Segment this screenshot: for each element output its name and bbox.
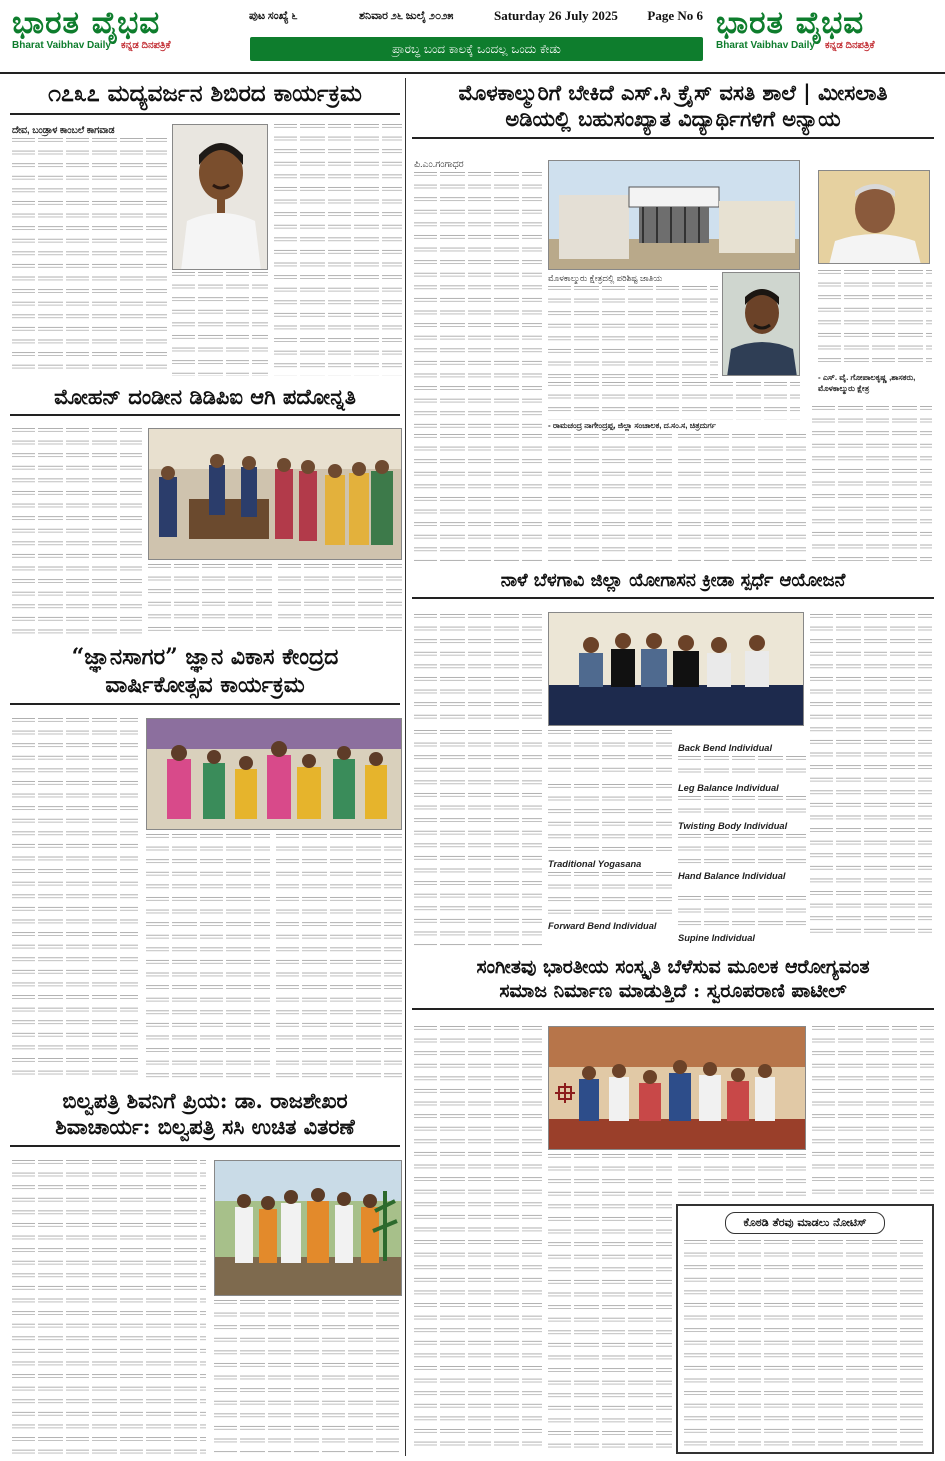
brand-subtitle-kn: ಕನ್ನಡ ದಿನಪತ್ರಿಕೆ bbox=[120, 40, 171, 51]
headline-a6-line2: ಸಮಾಜ ನಿರ್ಮಾಣ ಮಾಡುತ್ತಿದೆ : ಸ್ವರೂಪರಾಣಿ ಪಾಟೀಲ್ bbox=[499, 979, 847, 1002]
headline-a4: ನಾಳೆ ಬೆಳಗಾವಿ ಜಿಲ್ಲಾ ಯೋಗಾಸನ ಕ್ರೀಡಾ ಸ್ಪರ್ಧೆ ಆಯೋಜನೆ bbox=[412, 570, 934, 599]
body-a7-col1 bbox=[12, 1160, 206, 1454]
headline-a2 bbox=[412, 80, 934, 139]
headline-a3: ಮೋಹನ್ ದಂಡೀನ ಡಿಡಿಪಿಐ ಆಗಿ ಪದೋನ್ನತಿ bbox=[10, 384, 400, 416]
headline-a7-line1: ಬಿಲ್ವಪತ್ರಿ ಶಿವನಿಗೆ ಪ್ರಿಯ: ಡಾ. ರಾಜಶೇಖರ bbox=[62, 1088, 348, 1113]
body-a4-right bbox=[810, 614, 932, 934]
photo-sapling-distribution-a7 bbox=[214, 1160, 402, 1296]
yoga-event-twisting: Twisting Body Individual bbox=[678, 821, 788, 831]
brand-title-right: ಭಾರತ ವೈಭವ bbox=[716, 5, 865, 41]
body-a5-col3 bbox=[276, 834, 402, 1080]
headline-a2-line2: ಅಡಿಯಲ್ಲಿ ಬಹುಸಂಖ್ಯಾತ ವಿದ್ಯಾರ್ಥಿಗಳಿಗೆ ಅನ್ಯಾಯ bbox=[505, 106, 841, 132]
column-rule bbox=[405, 78, 406, 1456]
body-a2-bottom3 bbox=[678, 434, 806, 562]
photo-music-event-a6 bbox=[548, 1026, 806, 1150]
brand-logo-right bbox=[716, 4, 945, 68]
photo-mla-a2 bbox=[818, 170, 930, 264]
body-a2-bottom2 bbox=[548, 434, 672, 562]
headline-a6 bbox=[412, 956, 934, 1010]
body-a2-right bbox=[818, 270, 932, 370]
headline-a5-line2: ವಾರ್ಷಿಕೋತ್ಸವ ಕಾರ್ಯಕ್ರಮ bbox=[105, 671, 305, 698]
photo-press-meet-a4 bbox=[548, 612, 804, 726]
yoga-event-forward-bend: Forward Bend Individual bbox=[548, 921, 657, 931]
body-a4-c2b bbox=[548, 784, 672, 854]
date-kn: ಶನಿವಾರ ೨೬ ಜುಲೈ ೨೦೨೫ bbox=[359, 10, 454, 22]
body-a2-col1 bbox=[414, 172, 542, 428]
body-a1-col1 bbox=[12, 138, 167, 376]
yoga-event-leg-balance: Leg Balance Individual bbox=[678, 783, 779, 793]
yoga-event-supine: Supine Individual bbox=[678, 933, 755, 943]
body-a6-col4 bbox=[812, 1026, 934, 1198]
yoga-event-traditional: Traditional Yogasana bbox=[548, 859, 642, 869]
body-a6-col3 bbox=[678, 1154, 806, 1198]
notice-body bbox=[684, 1240, 926, 1446]
body-a4-c2c bbox=[548, 872, 672, 918]
body-a2-bottom4 bbox=[812, 406, 932, 562]
body-a4-c3c bbox=[678, 834, 806, 868]
brand-logo-left bbox=[12, 4, 248, 68]
body-a3-col2 bbox=[148, 564, 272, 636]
body-a6-col1 bbox=[414, 1026, 542, 1454]
quote-credit-a2: - ರಾಮಚಂದ್ರ ನಾಗೇಂದ್ರಪ್ಪ, ಜಿಲ್ಲಾ ಸಂಚಾಲಕ, ದ.ಸಂ.ಸ, ಚಿತ್ರದುರ್ಗ bbox=[548, 421, 716, 430]
photo-school-building-a2 bbox=[548, 160, 800, 270]
body-a5-col2 bbox=[146, 834, 270, 1080]
page-number: Page No 6 bbox=[647, 8, 703, 23]
body-a4-c3a bbox=[678, 756, 806, 780]
body-a1-col2 bbox=[172, 272, 268, 376]
caption-school-a2: ಮೊಳಕಾಲ್ಮುರು ಕ್ಷೇತ್ರದಲ್ಲಿ ಪರಿಶಿಷ್ಟ ಜಾತಿಯ bbox=[548, 273, 663, 283]
body-a1-col3 bbox=[274, 124, 402, 376]
slogan-bar: ಪ್ರಾರಬ್ಧ ಬಂದ ಕಾಲಕ್ಕೆ ಒಂದಲ್ಲ ಒಂದು ಕೇಡು bbox=[250, 37, 703, 61]
notice-box bbox=[676, 1204, 934, 1454]
body-a4-c1 bbox=[414, 730, 542, 946]
brand-subtitle: Bharat Vaibhav Daily bbox=[12, 40, 111, 51]
headline-a6-line1: ಸಂಗೀತವು ಭಾರತೀಯ ಸಂಸ್ಕೃತಿ ಬೆಳೆಸುವ ಮೂಲಕ ಆರೋಗ್ಯವಂತ bbox=[476, 956, 870, 978]
page-count-kn: ಪುಟ ಸಂಖ್ಯೆ ೬ bbox=[249, 10, 298, 22]
brand-subtitle-right: Bharat Vaibhav Daily bbox=[716, 40, 815, 51]
photo-portrait-a1 bbox=[172, 124, 268, 270]
date-en: Saturday 26 July 2025 bbox=[494, 8, 618, 23]
body-a4-c2a bbox=[548, 730, 672, 780]
body-a2-bottom1 bbox=[414, 434, 542, 562]
headline-a2-line1: ಮೊಳಕಾಲ್ಮುರಿಗೆ ಬೇಕಿದೆ ಎಸ್.ಸಿ ಕ್ರೈಸ್ ವಸತಿ ಶಾಲೆ | ಮೀಸಲಾತಿ bbox=[458, 80, 888, 105]
notice-title: ಕೊಠಡಿ ತೆರವು ಮಾಡಲು ನೋಟಿಸ್ bbox=[725, 1212, 885, 1234]
headline-a7-line2: ಶಿವಾಚಾರ್ಯ: ಬಿಲ್ವಪತ್ರಿ ಸಸಿ ಉಚಿತ ವಿತರಣೆ bbox=[55, 1114, 355, 1140]
body-a3-col1 bbox=[12, 428, 142, 636]
headline-a5 bbox=[10, 644, 400, 705]
body-a6-col2 bbox=[548, 1154, 672, 1454]
yoga-event-back-bend: Back Bend Individual bbox=[678, 743, 773, 753]
brand-subtitle-kn-right: ಕನ್ನಡ ದಿನಪತ್ರಿಕೆ bbox=[824, 40, 875, 51]
photo-felicitation-a3 bbox=[148, 428, 402, 560]
body-a4-c3d bbox=[678, 896, 806, 930]
photo-spokesperson-a2 bbox=[722, 272, 800, 376]
photo-children-event-a5 bbox=[146, 718, 402, 830]
brand-title: ಭಾರತ ವೈಭವ bbox=[12, 5, 161, 41]
byline-a2: ಪಿ.ಎಂ.ಗಂಗಾಧರ bbox=[414, 159, 464, 169]
body-a2-center bbox=[548, 286, 718, 378]
quote-credit-a2-2: - ಎಸ್. ವೈ. ಗೋಪಾಲಕೃಷ್ಣ ,ಶಾಸಕರು, ಮೊಳಕಾಲ್ಮುರು ಕ್ಷೇತ್ರ bbox=[818, 373, 916, 393]
headline-a1: ೧೭೩೭ ಮದ್ಯವರ್ಜನ ಶಿಬಿರದ ಕಾರ್ಯಕ್ರಮ bbox=[10, 80, 400, 115]
byline-a1: ದೇವ, ಬಂಡ್ರಾಳ ಕಾಂಬಲೆ ಕಾಗವಾಡ bbox=[12, 125, 115, 135]
masthead bbox=[0, 0, 945, 74]
body-a4-c3b bbox=[678, 796, 806, 818]
body-a2-quote bbox=[548, 382, 800, 420]
headline-a7 bbox=[10, 1088, 400, 1147]
body-a7-col2 bbox=[214, 1300, 402, 1454]
body-a5-col1 bbox=[12, 718, 138, 1080]
body-a4-col1 bbox=[414, 614, 542, 726]
headline-a5-line1: “ಜ್ಞಾನಸಾಗರ” ಜ್ಞಾನ ವಿಕಾಸ ಕೇಂದ್ರದ bbox=[71, 644, 339, 670]
issue-meta bbox=[249, 8, 703, 32]
body-a3-col3 bbox=[278, 564, 402, 636]
yoga-event-hand-balance: Hand Balance Individual bbox=[678, 871, 786, 881]
